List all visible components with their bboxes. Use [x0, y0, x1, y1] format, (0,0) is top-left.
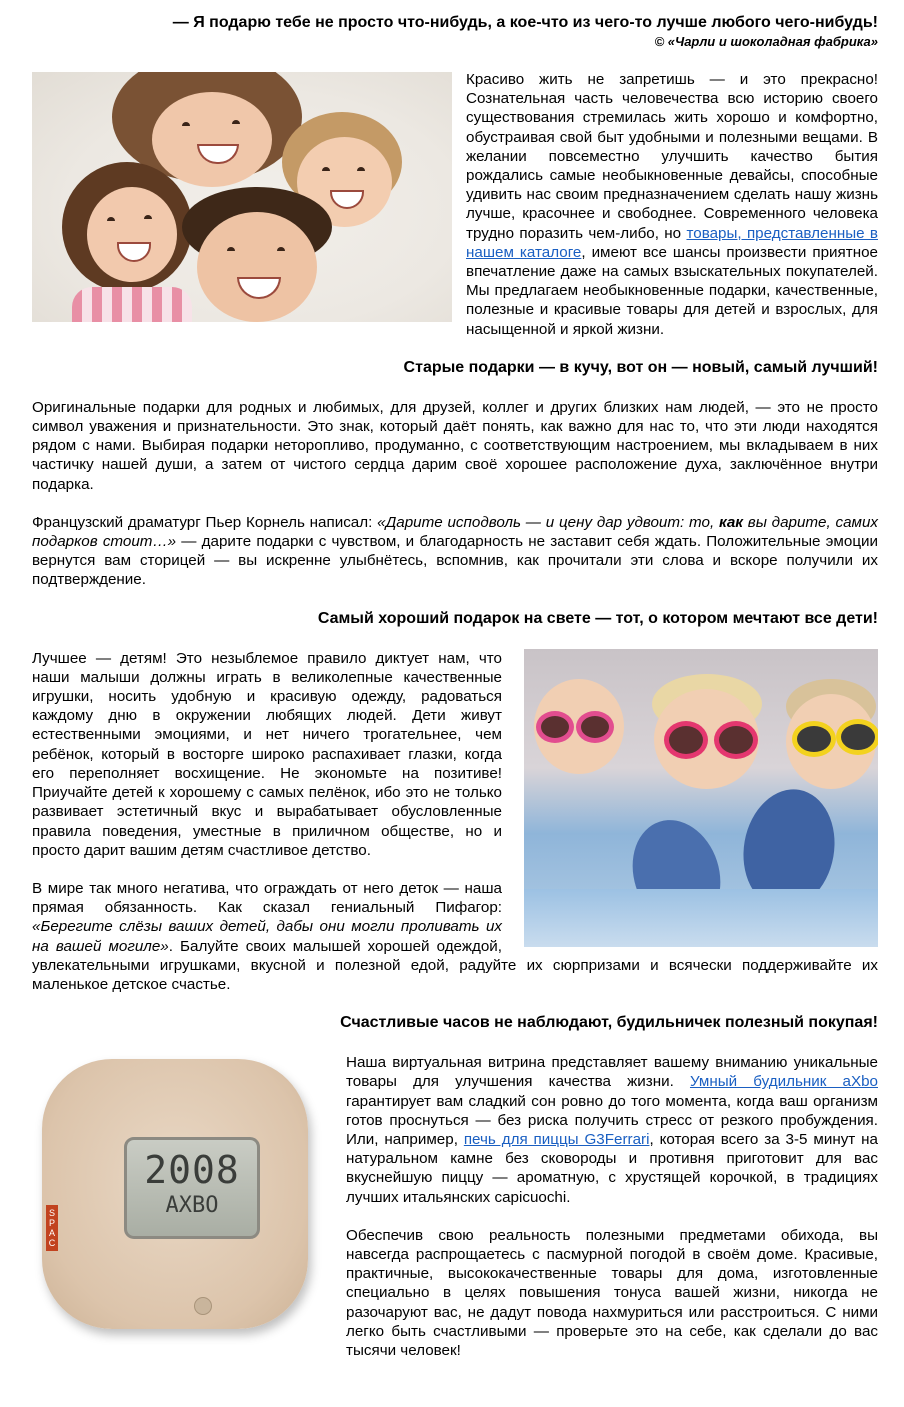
axbo-alarm-link[interactable]: Умный будильник aXbo [689, 1073, 878, 1091]
clock-side-label: SPAC [46, 1205, 58, 1251]
clock-display-time: 2008 [144, 1148, 240, 1193]
corneille-paragraph: Французский драматург Пьер Корнель написал: «Дарите исподволь — и цену дар удвоит: то, как вы дарите, самих подарков стоит…» — дарите подарки с чувством, и благодарность не заставит себя ждать. Положительные эмоции вернутся вам сторицей — вы искренне улыбнётесь, вспомнив, как прочитали эти слова и вскоре получили их подтверждение. [32, 513, 878, 589]
section-heading-gifts: Старые подарки — в кучу, вот он — новый, самый лучший! [403, 358, 878, 376]
clock-screen [124, 1137, 260, 1239]
clock-display-brand: AXBO [165, 1193, 219, 1219]
catalog-link[interactable]: товары, представленные в нашем каталоге [466, 224, 878, 261]
section-heading-children: Самый хороший подарок на свете — тот, о котором мечтают все дети! [317, 609, 878, 627]
alarm-clock-photo [32, 1055, 332, 1345]
epigraph-quote: — Я подарю тебе не просто что-нибудь, а кое-что из чего-то лучше любого чего-нибудь! [172, 14, 878, 31]
kids-sunglasses-photo [524, 649, 878, 947]
closing-paragraph: Обеспечив свою реальность полезными предметами обихода, вы навсегда распрощаетесь с пасмурной погодой в своём доме. Красивые, практичные, высококачественные товары для дома, изготовленные специально в целях повышения тонуса вашей жизни, никогда не разочаруют вас, не дадут повода нахмуриться или расстроиться. С ними легко быть счастливыми — проверьте это на себе, как сделали до вас тысячи человек! [346, 1226, 878, 1359]
children-paragraph: Лучшее — детям! Это незыблемое правило диктует нам, что наши малыши должны играть в великолепные качественные игрушки, носить удобную и красивую одежду, радоваться каждому дню в окружении любящих людей. Дети живут естественными эмоциями, и нет ничего трогательнее, чем ребёнок, который в восторге широко распахивает глазки, когда его переполняет восхищение. Не экономьте на позитиве! Приучайте детей к хорошему с самых пелёнок, ибо это не только развивает эстетичный вкус и вырабатывает обусловленные правила поведения, уместные в приличном обществе, но и просто дарит вашим детям счастливое детство. [32, 649, 502, 859]
intro-paragraph: Красиво жить не запретишь — и это прекрасно! Сознательная часть человечества всю историю своего существования стремилась жить хорошо и комфортно, обустраивая свой быт удобными и полезными вещами. В желании повсеместно улучшить качество бытия рождались самые необыкновенные девайсы, способные удивить нас своим предназначением сделать нашу жизнь лучше, красочнее и свободнее. Современного человека трудно поразить чем-либо, но товары, представленные в нашем каталоге, имеют все шансы произвести приятное впечатление даже на самых взыскательных покупателей. Мы предлагаем необыкновенные подарки, качественные, полезные и красивые товары для детей и взрослых, для насыщенной и яркой жизни. [466, 71, 878, 338]
products-paragraph: Наша виртуальная витрина представляет вашему вниманию уникальные товары для улучшения качества жизни. Умный будильник aXbo гарантирует вам сладкий сон ровно до того момента, когда ваш организм готов проснуться — без риска получить стресс от резкого пробуждения. Или, например, печь для пиццы G3Ferrari, которая всего за 3-5 минут на натуральном камне без сковороды и противня приготовит для вас вкуснейшую пиццу — ароматную, с хрустящей корочкой, в традициях лучших итальянских capicuochi. [346, 1054, 878, 1206]
pythagoras-paragraph: В мире так много негатива, что ограждать от него деток — наша прямая обязанность. Как сказал гениальный Пифагор: «Берегите слёзы ваших детей, дабы они могли проливать их на вашей могиле». Балуйте своих малышей хорошей одеждой, увлекательными игрушками, вкусной и полезной едой, радуйте их сюрпризами и всячески поддерживайте их маленькое детское счастье. [32, 879, 878, 993]
family-photo [32, 72, 452, 322]
clock-button [194, 1297, 212, 1315]
epigraph-source: © «Чарли и шоколадная фабрика» [654, 34, 878, 49]
gifts-paragraph: Оригинальные подарки для родных и любимых, для друзей, коллег и других близких нам людей, — это не просто символ уважения и признательности. Это знак, который даёт понять, как важно для нас то, что эти люди находятся рядом с нами. Выбирая подарки неторопливо, продуманно, с соответствующим настроением, мы вкладываем в них частичку нашей души, а затем от чистого сердца дарим своё хорошее расположение духа, заключённое внутри подарка. [32, 398, 878, 493]
pizza-oven-link[interactable]: печь для пиццы G3Ferrari [463, 1130, 650, 1148]
section-heading-clock: Счастливые часов не наблюдают, будильничек полезный покупая! [340, 1014, 878, 1032]
